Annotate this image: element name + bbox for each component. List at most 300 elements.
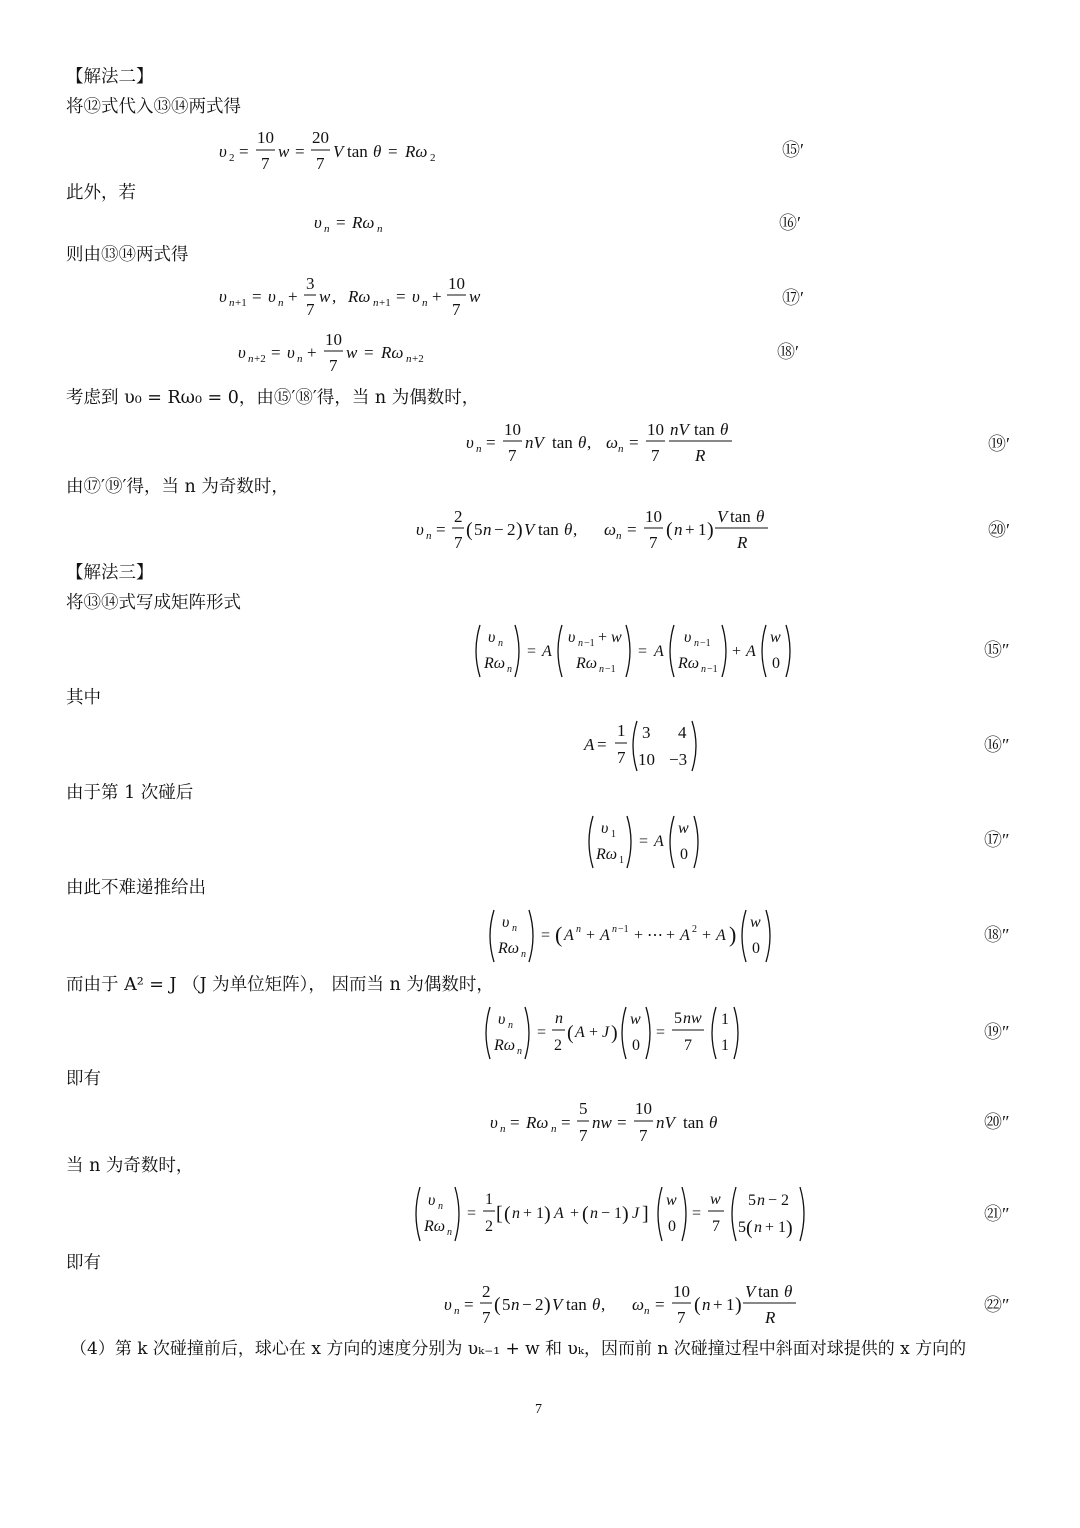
method3-eq22-formula xyxy=(440,1280,810,1332)
svg-text:+: + xyxy=(523,1205,533,1222)
svg-text:υ: υ xyxy=(412,287,420,306)
method3-line1: 将⑬⑭式写成矩阵形式 xyxy=(66,593,241,613)
svg-text:υ: υ xyxy=(601,820,609,837)
svg-text:n: n xyxy=(508,1020,513,1031)
svg-text:Rω: Rω xyxy=(494,1037,516,1054)
method3-line6: 即有 xyxy=(66,1069,101,1089)
svg-text:−: − xyxy=(768,1192,778,1209)
svg-text:): ) xyxy=(611,1022,618,1044)
svg-text:Rω: Rω xyxy=(596,846,618,863)
svg-text:V: V xyxy=(745,1282,756,1301)
svg-text:tan: tan xyxy=(566,1295,587,1314)
svg-text:7: 7 xyxy=(639,1126,648,1145)
svg-text:n: n xyxy=(498,638,503,649)
svg-text:υ: υ xyxy=(268,287,276,306)
svg-text:): ) xyxy=(544,1203,551,1225)
svg-text:=: = xyxy=(510,1113,520,1132)
svg-text:+2: +2 xyxy=(254,353,266,365)
svg-text:,: , xyxy=(587,433,592,452)
svg-text:=: = xyxy=(617,1113,627,1132)
svg-text:n: n xyxy=(426,530,432,542)
svg-text:n: n xyxy=(512,923,517,934)
method3-eq16 xyxy=(580,716,710,780)
svg-text:υ: υ xyxy=(416,520,424,539)
svg-text:n: n xyxy=(447,1227,452,1238)
svg-text:n: n xyxy=(644,1305,650,1317)
svg-text:υ: υ xyxy=(219,142,227,161)
svg-text:2: 2 xyxy=(692,924,697,935)
svg-text:=: = xyxy=(597,735,607,754)
svg-text:7: 7 xyxy=(579,1126,588,1145)
svg-text:Rω: Rω xyxy=(484,655,506,672)
svg-text:5: 5 xyxy=(474,520,483,539)
method3-eq17-number: ⑰″ xyxy=(984,830,1010,850)
svg-text:n: n xyxy=(578,638,583,649)
svg-text:υ: υ xyxy=(287,343,295,362)
svg-text:Rω: Rω xyxy=(348,287,371,306)
svg-text:,: , xyxy=(573,520,578,539)
svg-text:5: 5 xyxy=(738,1219,746,1236)
method2-eq20 xyxy=(412,505,782,561)
svg-text:+1: +1 xyxy=(235,297,247,309)
method3-eq21 xyxy=(410,1183,820,1249)
svg-text:3: 3 xyxy=(306,274,315,293)
method2-line5: 由⑰′⑲′得，当 n 为奇数时， xyxy=(66,477,289,497)
svg-text:Rω: Rω xyxy=(352,213,375,232)
svg-text:n: n xyxy=(373,297,379,309)
svg-text:10: 10 xyxy=(645,507,662,526)
svg-text:2: 2 xyxy=(535,1295,544,1314)
method3-heading: 【解法三】 xyxy=(66,563,154,583)
svg-text:+: + xyxy=(589,1024,599,1041)
svg-text:n: n xyxy=(674,520,683,539)
svg-text:n: n xyxy=(297,353,303,365)
svg-text:w: w xyxy=(710,1191,721,1208)
svg-text:(: ( xyxy=(555,922,563,947)
svg-text:5: 5 xyxy=(579,1099,588,1118)
svg-text:n: n xyxy=(377,223,383,235)
svg-text:n: n xyxy=(248,353,254,365)
method2-eq17-number: ⑰′ xyxy=(782,288,804,308)
svg-text:4: 4 xyxy=(678,723,687,742)
method2-line2: 此外，若 xyxy=(66,183,136,203)
part4-paragraph: （4）第 k 次碰撞前后，球心在 x 方向的速度分别为 υₖ₋₁ + w 和 υₖ，因而前 n 次碰撞过程中斜面对球提供的 x 方向的 xyxy=(70,1339,967,1359)
svg-text:(: ( xyxy=(746,1217,753,1239)
svg-text:2: 2 xyxy=(229,152,235,164)
method3-line5: 而由于 A² = J （J 为单位矩阵）， 因而当 n 为偶数时， xyxy=(66,975,494,995)
svg-text:Rω: Rω xyxy=(678,655,700,672)
svg-text:7: 7 xyxy=(677,1308,686,1327)
svg-text:n: n xyxy=(500,1123,506,1135)
method3-eq20-formula xyxy=(486,1097,736,1149)
svg-text:=: = xyxy=(541,927,551,944)
svg-text:υ: υ xyxy=(444,1295,452,1314)
svg-text:n: n xyxy=(483,520,492,539)
method3-eq16-formula xyxy=(580,716,710,776)
svg-text:+: + xyxy=(307,343,317,362)
svg-text:10: 10 xyxy=(673,1282,690,1301)
svg-text:=: = xyxy=(252,287,262,306)
svg-text:=: = xyxy=(239,142,249,161)
svg-text:=: = xyxy=(364,343,374,362)
svg-text:7: 7 xyxy=(712,1218,720,1235)
svg-text:n: n xyxy=(616,530,622,542)
svg-text:=: = xyxy=(271,343,281,362)
svg-text:w: w xyxy=(750,914,761,931)
svg-text:=: = xyxy=(336,213,346,232)
svg-text:=: = xyxy=(527,643,537,660)
svg-text:n: n xyxy=(278,297,284,309)
method2-eq15-number: ⑮′ xyxy=(782,140,804,160)
svg-text:=: = xyxy=(464,1295,474,1314)
svg-text:10: 10 xyxy=(635,1099,652,1118)
svg-text:1: 1 xyxy=(617,721,626,740)
svg-text:=: = xyxy=(388,142,398,161)
svg-text:=: = xyxy=(627,520,637,539)
svg-text:n: n xyxy=(576,924,581,935)
svg-text:=: = xyxy=(295,142,305,161)
svg-text:+: + xyxy=(586,927,596,944)
svg-text:1: 1 xyxy=(485,1191,493,1208)
svg-text:υ: υ xyxy=(219,287,227,306)
method2-eq18-formula xyxy=(234,328,444,380)
svg-text:7: 7 xyxy=(684,1037,692,1054)
svg-text:nV: nV xyxy=(656,1113,675,1132)
svg-text:n: n xyxy=(517,1046,522,1057)
method2-line3: 则由⑬⑭两式得 xyxy=(66,245,189,265)
method2-eq18 xyxy=(234,328,444,384)
svg-text:0: 0 xyxy=(752,940,760,957)
svg-text:20: 20 xyxy=(312,128,329,147)
svg-text:tan: tan xyxy=(552,433,573,452)
method3-eq20 xyxy=(486,1097,736,1153)
svg-text:+: + xyxy=(713,1295,723,1314)
method2-heading: 【解法二】 xyxy=(66,67,154,87)
svg-text:A: A xyxy=(575,1024,585,1041)
svg-text:0: 0 xyxy=(772,655,780,672)
svg-text:V: V xyxy=(524,520,535,539)
svg-text:(: ( xyxy=(694,1294,701,1316)
svg-text:n: n xyxy=(406,353,412,365)
svg-text:w: w xyxy=(346,343,358,362)
svg-text:υ: υ xyxy=(502,914,510,931)
svg-text:n: n xyxy=(422,297,428,309)
svg-text:θ: θ xyxy=(720,420,729,439)
svg-text:A: A xyxy=(746,643,756,660)
svg-text:n: n xyxy=(702,1295,711,1314)
svg-text:5: 5 xyxy=(674,1010,682,1027)
svg-text:2: 2 xyxy=(781,1192,789,1209)
svg-text:2: 2 xyxy=(507,520,516,539)
svg-text:Rω: Rω xyxy=(405,142,428,161)
svg-text:−1: −1 xyxy=(618,924,629,935)
method3-eq17-formula xyxy=(584,812,709,872)
svg-text:=: = xyxy=(537,1024,547,1041)
method2-eq20-formula xyxy=(412,505,782,557)
svg-text:w: w xyxy=(469,287,481,306)
svg-text:1: 1 xyxy=(611,829,616,840)
method3-eq21-number: ㉑″ xyxy=(984,1204,1010,1224)
svg-text:Rω: Rω xyxy=(424,1218,446,1235)
svg-text:(: ( xyxy=(567,1022,574,1044)
svg-text:7: 7 xyxy=(261,154,270,173)
svg-text:nw: nw xyxy=(592,1113,612,1132)
svg-text:7: 7 xyxy=(482,1308,491,1327)
svg-text:,: , xyxy=(601,1295,606,1314)
svg-text:(: ( xyxy=(666,519,673,541)
svg-text:+: + xyxy=(288,287,298,306)
method2-eq19 xyxy=(462,418,752,474)
svg-text:1: 1 xyxy=(619,855,624,866)
svg-text:10: 10 xyxy=(504,420,521,439)
svg-text:tan: tan xyxy=(730,507,751,526)
svg-text:): ) xyxy=(786,1217,793,1239)
svg-text:(: ( xyxy=(466,519,473,541)
method3-eq18-number: ⑱″ xyxy=(984,925,1010,945)
method3-eq15-number: ⑮″ xyxy=(984,640,1010,660)
svg-text:=: = xyxy=(656,1024,666,1041)
svg-text:V: V xyxy=(717,507,728,526)
svg-text:=: = xyxy=(396,287,406,306)
svg-text:=: = xyxy=(638,643,648,660)
svg-text:ω: ω xyxy=(632,1295,645,1314)
svg-text:+: + xyxy=(685,520,695,539)
svg-text:nV: nV xyxy=(670,420,689,439)
svg-text:n: n xyxy=(229,297,235,309)
svg-text:+: + xyxy=(598,629,608,646)
svg-text:n: n xyxy=(454,1305,460,1317)
method2-eq20-number: ⑳′ xyxy=(988,520,1010,540)
svg-text:−: − xyxy=(601,1205,611,1222)
svg-text:υ: υ xyxy=(490,1113,498,1132)
svg-text:n: n xyxy=(599,664,604,675)
svg-text:=: = xyxy=(629,433,639,452)
svg-text:−1: −1 xyxy=(700,638,711,649)
svg-text:1: 1 xyxy=(536,1205,544,1222)
method3-line7: 当 n 为奇数时， xyxy=(66,1156,194,1176)
svg-text:0: 0 xyxy=(632,1037,640,1054)
svg-text:=: = xyxy=(436,520,446,539)
method2-line4: 考虑到 υ₀ = Rω₀ = 0，由⑮′⑱′得，当 n 为偶数时， xyxy=(66,388,480,408)
svg-text:nw: nw xyxy=(683,1010,702,1027)
svg-text:1: 1 xyxy=(721,1037,729,1054)
svg-text:−: − xyxy=(494,520,504,539)
svg-text:A: A xyxy=(680,927,690,944)
svg-text:7: 7 xyxy=(617,748,626,767)
method3-eq19-formula xyxy=(480,1003,750,1063)
svg-text:w: w xyxy=(666,1192,677,1209)
svg-text:7: 7 xyxy=(306,300,315,319)
page-number: 7 xyxy=(535,1402,542,1417)
svg-text:=: = xyxy=(639,833,649,850)
method3-eq22-number: ㉒″ xyxy=(984,1295,1010,1315)
svg-text:n: n xyxy=(757,1192,765,1209)
method2-eq19-formula xyxy=(462,418,752,470)
svg-text:−1: −1 xyxy=(605,664,616,675)
svg-text:n: n xyxy=(612,924,617,935)
svg-text:w: w xyxy=(278,142,290,161)
svg-text:A: A xyxy=(554,1205,564,1222)
svg-text:−3: −3 xyxy=(669,750,688,769)
svg-text:+: + xyxy=(765,1219,775,1236)
method3-line3: 由于第 1 次碰后 xyxy=(66,783,194,803)
svg-text:+1: +1 xyxy=(379,297,391,309)
svg-text:n: n xyxy=(618,443,624,455)
svg-text:R: R xyxy=(695,446,706,465)
svg-text:): ) xyxy=(707,519,714,541)
svg-text:w: w xyxy=(630,1011,641,1028)
svg-text:n: n xyxy=(521,949,526,960)
svg-text:tan: tan xyxy=(694,420,715,439)
svg-text:1: 1 xyxy=(614,1205,622,1222)
svg-text:10: 10 xyxy=(325,330,342,349)
svg-text:10: 10 xyxy=(257,128,274,147)
svg-text:+: + xyxy=(732,643,742,660)
svg-text:7: 7 xyxy=(651,446,660,465)
method3-line4: 由此不难递推给出 xyxy=(66,878,206,898)
svg-text:): ) xyxy=(544,1294,551,1316)
svg-text:+: + xyxy=(432,287,442,306)
method3-line2: 其中 xyxy=(66,688,101,708)
method3-eq15 xyxy=(470,620,805,686)
method3-eq17 xyxy=(584,812,709,876)
svg-text:A: A xyxy=(654,643,664,660)
svg-text:J: J xyxy=(632,1205,640,1222)
method2-eq16 xyxy=(312,206,402,242)
method2-eq15-formula xyxy=(215,126,465,178)
method2-eq15 xyxy=(215,126,465,182)
svg-text:tan: tan xyxy=(347,142,368,161)
svg-text:A: A xyxy=(716,927,726,944)
svg-text:υ: υ xyxy=(428,1192,436,1209)
svg-text:2: 2 xyxy=(454,507,463,526)
method3-eq20-number: ⑳″ xyxy=(984,1112,1010,1132)
svg-text:−1: −1 xyxy=(707,664,718,675)
method3-eq16-number: ⑯″ xyxy=(984,735,1010,755)
method3-eq18 xyxy=(484,906,784,970)
svg-text:A: A xyxy=(542,643,552,660)
method3-eq19-number: ⑲″ xyxy=(984,1022,1010,1042)
svg-text:+: + xyxy=(570,1205,580,1222)
svg-text:]: ] xyxy=(642,1203,649,1225)
svg-text:ω: ω xyxy=(606,433,619,452)
svg-text:n: n xyxy=(324,223,330,235)
method3-eq21-formula xyxy=(410,1183,820,1245)
method2-eq17 xyxy=(215,272,495,328)
svg-text:3: 3 xyxy=(642,723,651,742)
svg-text:nV: nV xyxy=(525,433,544,452)
svg-text:υ: υ xyxy=(488,629,496,646)
svg-text:tan: tan xyxy=(538,520,559,539)
svg-text:A: A xyxy=(654,833,664,850)
method2-eq19-number: ⑲′ xyxy=(988,434,1010,454)
svg-text:n: n xyxy=(507,664,512,675)
svg-text:n: n xyxy=(512,1205,520,1222)
svg-text:7: 7 xyxy=(649,533,658,552)
svg-text:θ: θ xyxy=(578,433,587,452)
svg-text:θ: θ xyxy=(373,142,382,161)
svg-text:n: n xyxy=(476,443,482,455)
method2-eq16-formula xyxy=(312,206,402,238)
svg-text:J: J xyxy=(602,1024,610,1041)
svg-text:w: w xyxy=(678,820,689,837)
svg-text:n: n xyxy=(590,1205,598,1222)
svg-text:10: 10 xyxy=(647,420,664,439)
svg-text:R: R xyxy=(737,533,748,552)
svg-text:n: n xyxy=(754,1219,762,1236)
svg-text:n: n xyxy=(551,1123,557,1135)
svg-text:+: + xyxy=(666,927,676,944)
svg-text:7: 7 xyxy=(329,356,338,375)
svg-text:=: = xyxy=(692,1205,702,1222)
svg-text:n: n xyxy=(511,1295,520,1314)
svg-text:υ: υ xyxy=(238,343,246,362)
svg-text:A: A xyxy=(600,927,610,944)
svg-text:θ: θ xyxy=(564,520,573,539)
svg-text:[: [ xyxy=(496,1203,503,1225)
method2-eq17-formula xyxy=(215,272,495,324)
svg-text:2: 2 xyxy=(485,1218,493,1235)
svg-text:tan: tan xyxy=(683,1113,704,1132)
svg-text:V: V xyxy=(552,1295,563,1314)
method3-eq19 xyxy=(480,1003,750,1067)
svg-text:): ) xyxy=(622,1203,629,1225)
svg-text:,: , xyxy=(332,287,337,306)
svg-text:υ: υ xyxy=(684,629,692,646)
svg-text:υ: υ xyxy=(314,213,322,232)
svg-text:=: = xyxy=(561,1113,571,1132)
svg-text:υ: υ xyxy=(568,629,576,646)
svg-text:n: n xyxy=(438,1201,443,1212)
svg-text:10: 10 xyxy=(638,750,655,769)
svg-text:n: n xyxy=(555,1010,563,1027)
svg-text:Rω: Rω xyxy=(576,655,598,672)
svg-text:θ: θ xyxy=(784,1282,793,1301)
svg-text:n: n xyxy=(701,664,706,675)
svg-text:θ: θ xyxy=(756,507,765,526)
svg-text:0: 0 xyxy=(668,1218,676,1235)
svg-text:7: 7 xyxy=(316,154,325,173)
svg-text:θ: θ xyxy=(592,1295,601,1314)
method3-eq18-formula xyxy=(484,906,784,966)
method2-eq16-number: ⑯′ xyxy=(779,213,801,233)
svg-text:=: = xyxy=(486,433,496,452)
svg-text:1: 1 xyxy=(721,1011,729,1028)
svg-text:Rω: Rω xyxy=(381,343,404,362)
svg-text:w: w xyxy=(319,287,331,306)
svg-text:V: V xyxy=(333,142,344,161)
svg-text:tan: tan xyxy=(758,1282,779,1301)
method3-eq15-formula xyxy=(470,620,805,682)
svg-text:=: = xyxy=(655,1295,665,1314)
svg-text:υ: υ xyxy=(498,1011,506,1028)
svg-text:w: w xyxy=(770,629,781,646)
svg-text:−1: −1 xyxy=(584,638,595,649)
svg-text:−: − xyxy=(522,1295,532,1314)
svg-text:1: 1 xyxy=(698,520,707,539)
svg-text:⋯: ⋯ xyxy=(647,927,663,944)
svg-text:10: 10 xyxy=(448,274,465,293)
svg-text:1: 1 xyxy=(726,1295,735,1314)
svg-text:w: w xyxy=(611,629,622,646)
svg-text:(: ( xyxy=(494,1294,501,1316)
svg-text:2: 2 xyxy=(482,1282,491,1301)
svg-text:0: 0 xyxy=(680,846,688,863)
svg-text:): ) xyxy=(729,922,737,947)
svg-text:n: n xyxy=(694,638,699,649)
svg-text:7: 7 xyxy=(452,300,461,319)
svg-text:R: R xyxy=(765,1308,776,1327)
